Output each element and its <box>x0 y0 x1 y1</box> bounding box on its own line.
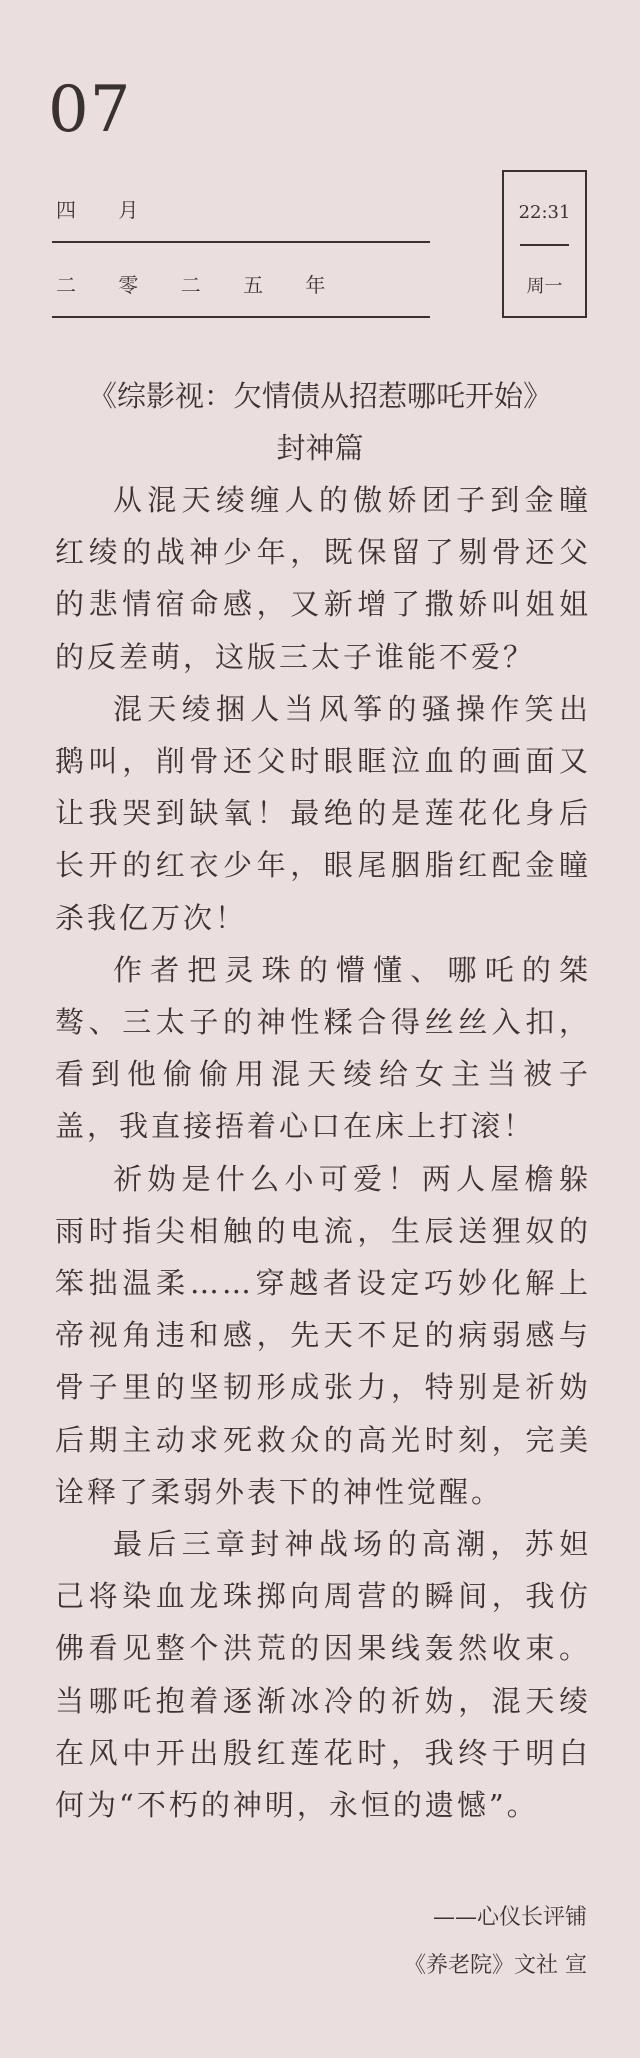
signature-author: ——心仪长评铺 <box>432 1905 587 1930</box>
paragraph: 混天绫捆人当风筝的骚操作笑出鹅叫，削骨还父时眼眶泣血的画面又让我哭到缺氧！最绝的是莲花化身后长开的红衣少年，眼尾胭脂红配金瞳杀我亿万次！ <box>55 691 591 935</box>
article-body <box>55 474 591 1831</box>
day-number: 07 <box>48 73 132 147</box>
month-label: 四 月 <box>56 198 157 222</box>
year-label: 二 零 二 五 年 <box>56 273 344 297</box>
paragraph: 最后三章封神战场的高潮，苏妲己将染血龙珠掷向周营的瞬间，我仿佛看见整个洪荒的因果线轰然收束。当哪吒抱着逐渐冰冷的祈妫，混天绫在风中开出殷红莲花时，我终于明白何为“不朽的神明，永恒的遗憾”。 <box>55 1527 591 1823</box>
month-line <box>52 168 430 243</box>
weekday-label: 周一 <box>526 276 563 297</box>
article-subtitle: 封神篇 <box>276 431 364 465</box>
time-divider <box>520 244 569 246</box>
article-title: 《综影视：欠情债从招惹哪吒开始》 <box>87 379 552 413</box>
time-label: 22:31 <box>518 202 571 223</box>
paragraph: 祈妫是什么小可爱！两人屋檐躲雨时指尖相触的电流，生辰送狸奴的笨拙温柔……穿越者设定巧妙化解上帝视角违和感，先天不足的病弱感与骨子里的坚韧形成张力，特别是祈妫后期主动求死救众的高光时刻，完美诠释了柔弱外表下的神性觉醒。 <box>55 1161 591 1509</box>
paragraph: 从混天绫缠人的傲娇团子到金瞳红绫的战神少年，既保留了剔骨还父的悲情宿命感，又新增了撒娇叫姐姐的反差萌，这版三太子谁能不爱？ <box>55 483 591 674</box>
year-line <box>52 243 430 318</box>
time-box <box>502 170 587 318</box>
paragraph: 作者把灵珠的懵懂、哪吒的桀骜、三太子的神性糅合得丝丝入扣，看到他偷偷用混天绫给女主当被子盖，我直接捂着心口在床上打滚！ <box>55 952 591 1144</box>
signature-org: 《养老院》文社 宣 <box>404 1953 587 1978</box>
